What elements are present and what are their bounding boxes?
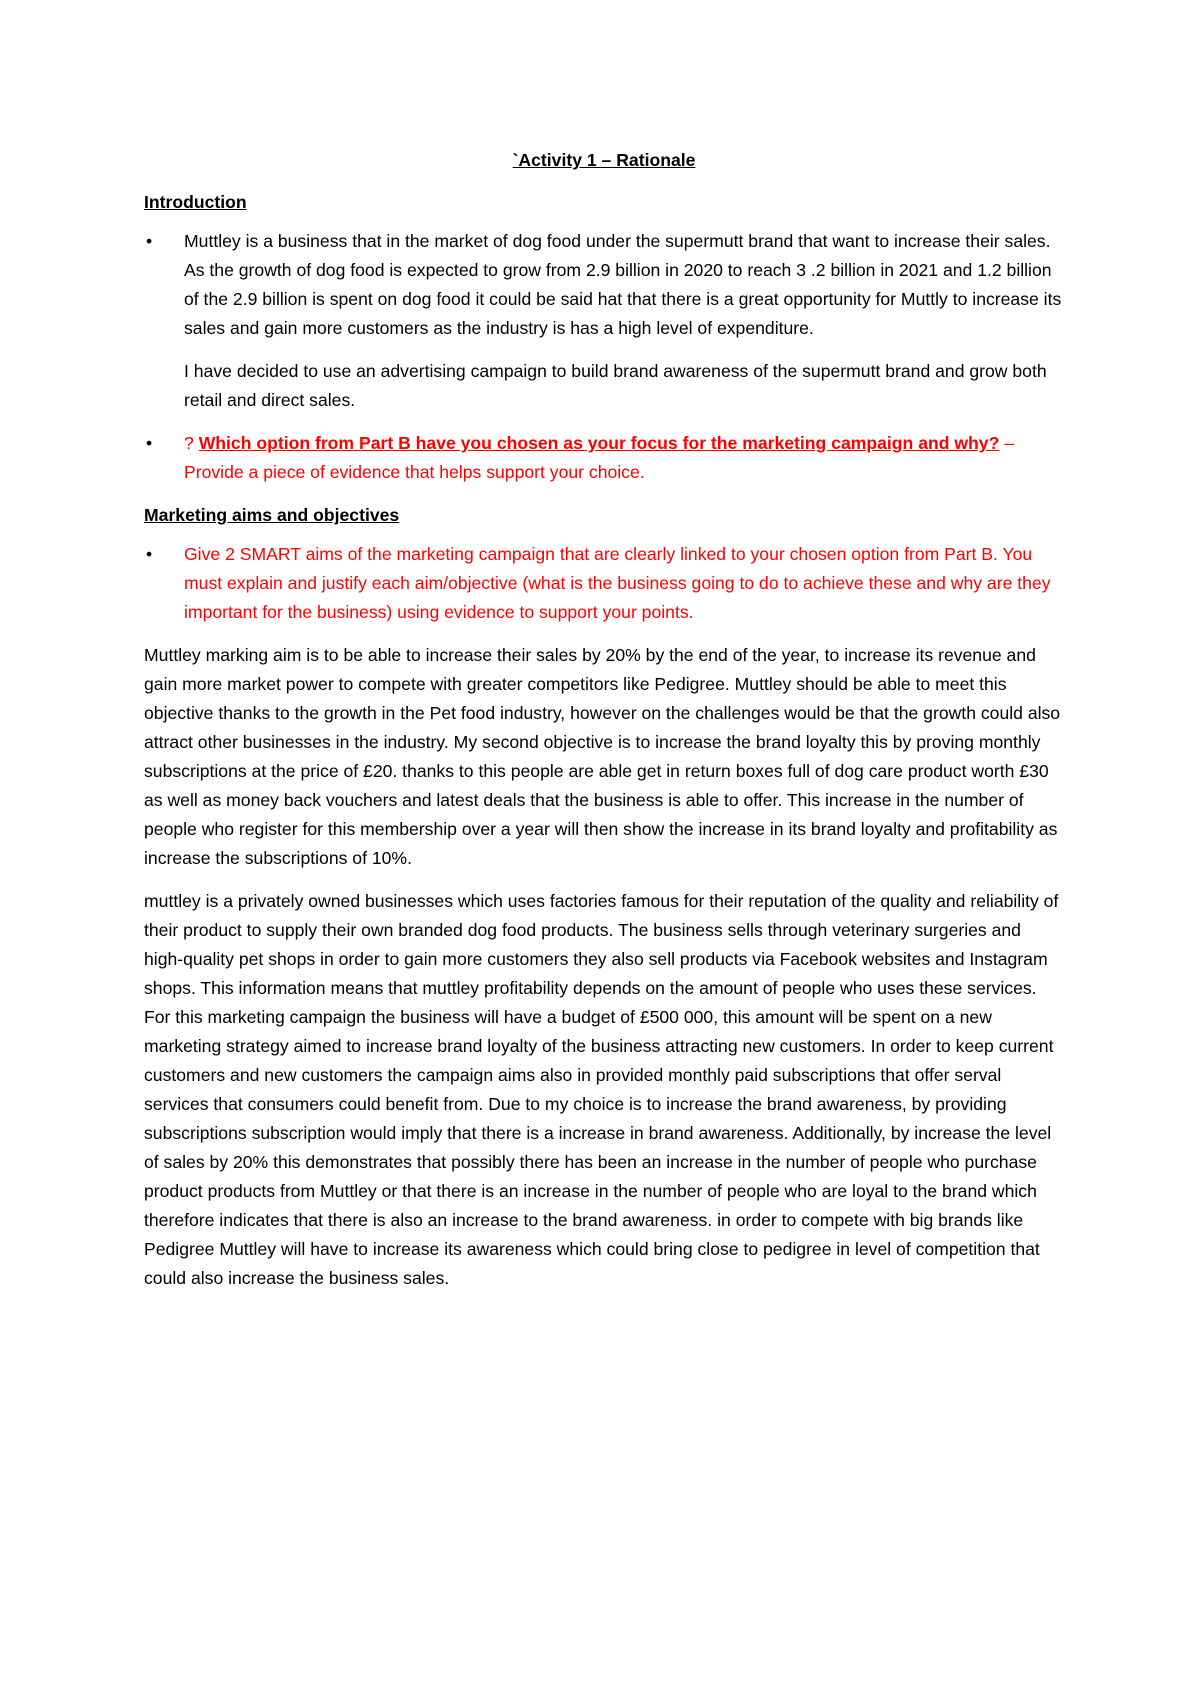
- option-prompt-instruction: – Provide a piece of evidence that helps support your choice.: [184, 433, 1015, 482]
- option-prompt: [184, 429, 1064, 487]
- introduction-paragraph-2: I have decided to use an advertising campaign to build brand awareness of the supermutt brand and grow both retail and direct sales.: [184, 361, 1047, 410]
- page-title: `Activity 1 – Rationale: [512, 150, 696, 170]
- marketing-bullet: [144, 540, 1064, 627]
- document-body: [144, 146, 1064, 1307]
- introduction-paragraph-1: Muttley is a business that in the market of dog food under the supermutt brand that want to increase their sales. As the growth of dog food is expected to grow from 2.9 billion in 2020 to reach 3 .2 billion in 2021 and 1.2 billion of the 2.9 billion is spent on dog food it could be said hat that there is a great opportunity for Muttly to increase its sales and gain more customers as the industry is has a high level of expenditure.: [184, 231, 1062, 338]
- marketing-paragraph-2: muttley is a privately owned businesses which uses factories famous for their reputation of the quality and reliability of their product to supply their own branded dog food products. The business sells through veterinary surgeries and high-quality pet shops in order to gain more customers they also sell products via Facebook websites and Instagram shops. This information means that muttley profitability depends on the amount of people who uses these services. For this marketing campaign the business will have a budget of £500 000, this amount will be spent on a new marketing strategy aimed to increase brand loyalty of the business attracting new customers. In order to keep current customers and new customers the campaign aims also in provided monthly paid subscriptions that offer serval services that consumers could benefit from. Due to my choice is to increase the brand awareness, by providing subscriptions subscription would imply that there is a increase in brand awareness. Additionally, by increase the level of sales by 20% this demonstrates that possibly there has been an increase in the number of people who purchase product products from Muttley or that there is an increase in the number of people who are loyal to the brand which therefore indicates that there is also an increase to the brand awareness. in order to compete with big brands like Pedigree Muttley will have to increase its awareness which could bring close to pedigree in level of competition that could also increase the business sales.: [144, 891, 1059, 1288]
- option-prompt-prefix: ?: [184, 433, 199, 453]
- option-prompt-question: Which option from Part B have you chosen as your focus for the marketing campaign and why?: [198, 433, 1000, 453]
- bullet-icon: •: [146, 544, 153, 564]
- bullet-icon: •: [146, 231, 153, 251]
- introduction-bullet-2: [144, 429, 1064, 487]
- introduction-bullet-1: [144, 227, 1064, 415]
- marketing-paragraph-1: Muttley marking aim is to be able to increase their sales by 20% by the end of the year, to increase its revenue and gain more market power to compete with greater competitors like Pedigree. Muttley should be able to meet this objective thanks to the growth in the Pet food industry, however on the challenges would be that the growth could also attract other businesses in the industry. My second objective is to increase the brand loyalty this by proving monthly subscriptions at the price of £20. thanks to this people are able get in return boxes full of dog care product worth £30 as well as money back vouchers and latest deals that the business is able to offer. This increase in the number of people who register for this membership over a year will then show the increase in its brand loyalty and profitability as increase the subscriptions of 10%.: [144, 645, 1061, 868]
- introduction-heading: Introduction: [144, 192, 247, 212]
- smart-aims-prompt: Give 2 SMART aims of the marketing campaign that are clearly linked to your chosen option from Part B. You must explain and justify each aim/objective (what is the business going to do to achieve these and why are they important for the business) using evidence to support your points.: [184, 544, 1051, 622]
- marketing-heading: Marketing aims and objectives: [144, 505, 400, 525]
- bullet-icon: •: [146, 433, 153, 453]
